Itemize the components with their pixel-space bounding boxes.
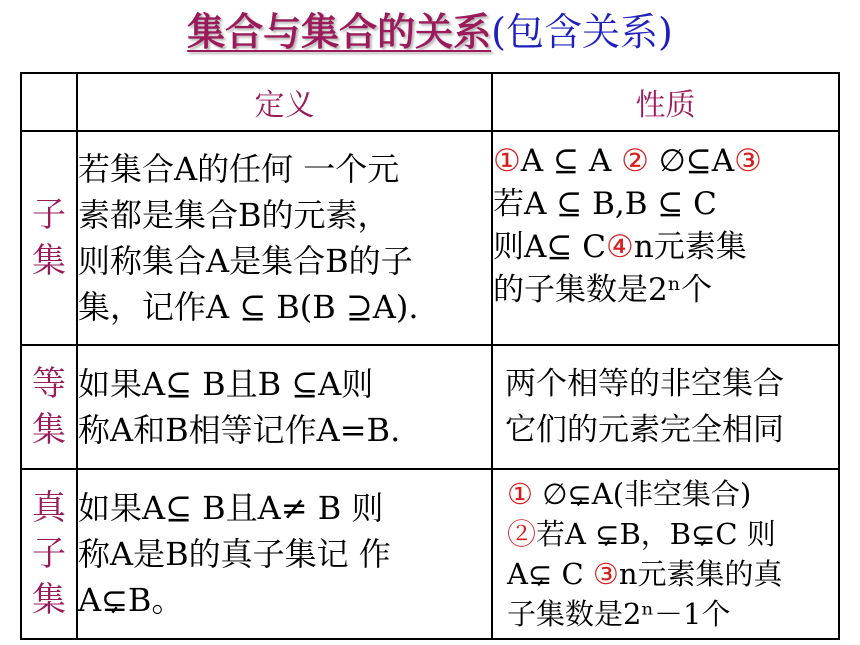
property-cell-equal — [492, 345, 839, 469]
circled-number: ④ — [605, 229, 634, 265]
table-row-proper-subset — [21, 469, 839, 639]
definition-line: 如果A⊆ B且A≠ B 则 — [78, 489, 384, 527]
property-line — [493, 226, 838, 269]
definition-cell-subset — [77, 131, 492, 345]
property-line — [507, 514, 832, 554]
definition-cell-proper-subset — [77, 469, 492, 639]
header-row — [21, 73, 839, 131]
title-sub: (包含关系) — [491, 10, 673, 54]
page-title — [0, 8, 860, 56]
circled-number: ① — [493, 143, 521, 179]
circled-number: ③ — [734, 143, 762, 179]
corner-cell — [21, 73, 77, 131]
property-line: 两个相等的非空集合 — [505, 366, 784, 402]
definition-line: 如果A⊆ B且B ⊆A则 — [78, 365, 374, 403]
property-line: 子集数是2ⁿ－1个 — [507, 597, 731, 631]
definition-line: 集，记作A ⊆ B(B ⊇A). — [78, 288, 419, 326]
property-text: 则A⊆ C — [493, 229, 606, 265]
property-text: A ⊆ A — [520, 143, 622, 179]
property-cell-subset — [492, 131, 839, 345]
definition-line: 称A和B相等记作A=B. — [78, 411, 401, 449]
property-line: 若A ⊆ B,B ⊆ C — [493, 186, 717, 222]
relation-table — [20, 72, 840, 640]
row-label-text: 真子集 — [32, 488, 66, 620]
header-definition: 定义 — [77, 73, 492, 131]
table-row-subset — [21, 131, 839, 345]
row-label-text: 等集 — [32, 364, 66, 450]
row-label-subset — [21, 131, 77, 345]
definition-line: 素都是集合B的元素， — [78, 196, 390, 234]
property-line: 它们的元素完全相同 — [505, 412, 784, 448]
circled-number: ② — [507, 517, 537, 551]
property-cell-proper-subset — [492, 469, 839, 639]
property-text: 若A ⊊B，B⊊C 则 — [536, 517, 776, 551]
property-line — [493, 140, 838, 183]
definition-line: 称A是B的真子集记 作 — [78, 535, 391, 573]
definition-line: A⊊B。 — [78, 581, 184, 619]
property-text: ∅⊊A(非空集合) — [533, 477, 752, 511]
property-line — [507, 474, 832, 514]
property-line — [507, 554, 832, 594]
property-text: n元素集的真 — [618, 557, 783, 591]
row-label-proper-subset — [21, 469, 77, 639]
property-text: n元素集 — [633, 229, 747, 265]
row-label-equal — [21, 345, 77, 469]
property-text: ∅⊆A — [648, 143, 735, 179]
circled-number: ① — [507, 477, 533, 511]
definition-line: 若集合A的任何 一个元 — [78, 150, 400, 188]
row-label-text: 子集 — [32, 195, 66, 281]
table-row-equal — [21, 345, 839, 469]
property-text: A⊊ C — [507, 557, 593, 591]
property-line: 的子集数是2ⁿ个 — [493, 272, 713, 308]
definition-cell-equal — [77, 345, 492, 469]
title-main: 集合与集合的关系 — [187, 9, 492, 54]
circled-number: ③ — [592, 557, 619, 591]
header-property: 性质 — [492, 73, 839, 131]
definition-line: 则称集合A是集合B的子 — [78, 242, 413, 280]
circled-number: ② — [621, 143, 649, 179]
